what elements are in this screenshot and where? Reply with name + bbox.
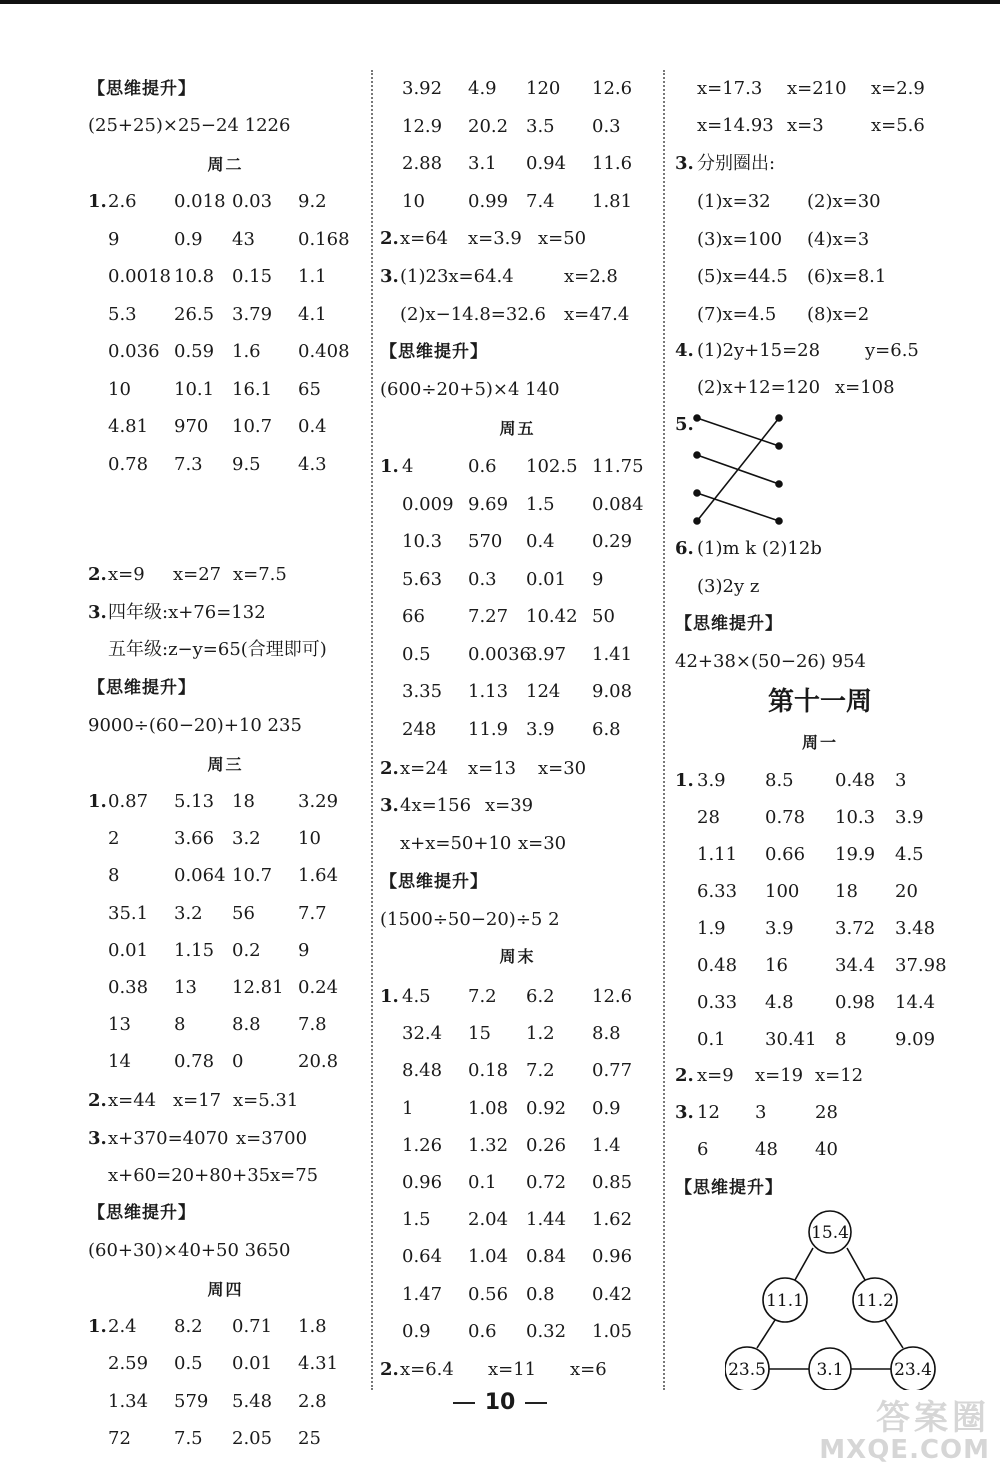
answer-cell: 2.59 [108,1353,149,1375]
answer-cell: 1.47 [402,1283,443,1305]
answer-cell: 0.84 [526,1246,567,1268]
answer-cell: (2)x=30 [807,191,881,212]
value-bottom-left: 23.5 [728,1360,766,1380]
answer-cell: 0.4 [298,416,327,437]
thinking-heading: 【思维提升】 [380,342,488,362]
question-number: 1. [380,456,399,477]
answer-cell: 10.7 [232,416,273,437]
answer-cell: 1.08 [468,1097,509,1119]
endpoint-dot [776,481,782,487]
answer-cell: 2 [108,828,120,850]
answer-cell: 0.96 [592,1246,633,1268]
answer-cell: 50 [592,606,615,627]
answer-cell: 0.009 [402,493,454,515]
answer-cell: 0.8 [526,1283,555,1305]
answer-cell: 0.96 [402,1172,443,1193]
answer-cell: 1.64 [298,865,339,887]
answer-cell: 25 [298,1427,321,1449]
answer-cell: 4.5 [402,986,431,1007]
answer-cell: 0.5 [174,1353,203,1375]
answer-cell: 0.42 [592,1283,633,1305]
question-number: 1. [88,791,107,812]
answer-cell: 4.3 [298,453,327,475]
question-number: 1. [380,986,399,1007]
answer-cell: 0.56 [468,1283,509,1305]
question-number: 1. [675,770,694,791]
answer-cell: 0.78 [765,807,806,828]
answer-cell: 0.9 [402,1320,431,1342]
answer-cell: 14.4 [895,992,936,1013]
answer-cell: 0.064 [174,865,226,887]
answer-cell: 3.9 [697,770,726,791]
answer-cell: 0.0036 [468,643,531,665]
answer-cell: 3.72 [835,918,876,939]
answer-cell: 10.3 [835,807,876,828]
answer-cell: 3.79 [232,303,273,325]
answer-cell: 0.15 [232,266,273,287]
answer-cell: 9 [298,939,310,961]
answer-cell: 102.5 [526,456,578,477]
answer-cell: (1)x=32 [697,191,771,212]
endpoint-dot [776,415,782,421]
answer-cell: 6.33 [697,881,738,902]
answer-cell: 0.32 [526,1320,567,1342]
answer-cell: 8 [174,1014,186,1036]
matching-line [697,418,779,446]
answer-cell: 10.7 [232,865,273,887]
answer-cell: 20 [895,881,918,902]
answer-cell: 72 [108,1427,131,1449]
answer-cell: 43 [232,228,255,250]
endpoint-dot [776,443,782,449]
answer-cell: (3)x=100 [697,228,783,250]
answer-cell: 3.97 [526,643,567,665]
answer-cell: 4.5 [895,844,924,865]
answer-cell: 2.6 [108,191,137,212]
answer-cell: 3 [895,770,907,791]
answer-cell: 4.31 [298,1353,339,1375]
answer-cell: 3.5 [526,115,555,137]
thinking-heading: 【思维提升】 [88,678,196,698]
answer-cell: 1.05 [592,1320,633,1342]
answer-cell: 0.48 [835,770,876,791]
thinking-heading: 【思维提升】 [88,79,196,99]
answer-cell: 10.8 [174,266,215,287]
answer-cell: 0.78 [174,1051,215,1073]
answer-cell: 66 [402,606,425,627]
answer-cell: 0.168 [298,228,350,250]
answer-cell: 0 [232,1051,244,1073]
answer-cell: (7)x=4.5 [697,303,777,325]
answer-cell: 970 [174,416,209,437]
answer-cell: 5.48 [232,1390,273,1412]
answer-cell: 10.1 [174,378,215,400]
day-title-weekend: 周末 [499,947,536,966]
answer-cell: (6)x=8.1 [807,266,887,287]
answer-cell: 2.8 [298,1390,327,1412]
thinking-heading: 【思维提升】 [88,1203,196,1223]
answer-cell: 0.99 [468,190,509,212]
answer-column-2: 3.92 4.9 120 12.6 12.9 20.2 3.5 0.3 2.88 3.1 0.94 11.6 10 0.99 7.4 1.81 2. x=64 x=3.9 x=50 3. (1)23x=64.4 x=2.8 (2)x−14.8=32.6 x=47.4 【思维提升】 (600÷20+5)×4 140 周五 1. 4 0.6 102.5 11.75 0.009 9.69 1.5 0.084 10.3 570 0.4 0.29 5.63 0.3 0.01 9 66 7.27 10.42 50 0.5 0.0036 3.97 1.41 3.35 1.13 124 9.08 248 11.9 3.9 6.8 2. x=24 x=13 x=30 3. 4x=156 x=39 x+x=50+10 x=30 【思维提升】 (1500÷50−20)÷5 2 周末 1. 4.5 7.2 6.2 12.6 32.4 15 1.2 8.8 8.48 0.18 7.2 0.77 1 1.08 0.92 0.9 1.26 1.32 0.26 1.4 0.96 0.1 0.72 0.85 1.5 2.04 1.44 1.62 0.64 1.04 0.84 0.96 1.47 0.56 0.8 0.42 0.9 0.6 0.32 1.05 2. x=6.4 x=11 x=6 [380,70,655,1390]
watermark: 答案圈 MXQE.COM [819,1398,990,1465]
answer-cell: 0.18 [468,1060,509,1082]
answer-cell: 56 [232,902,255,924]
answer-cell: 1.81 [592,190,633,212]
answer-cell: 37.98 [895,955,947,976]
answer-cell: 10 [402,190,425,212]
answer-cell: 1.4 [592,1134,621,1156]
answer-cell: 0.084 [592,493,644,515]
answer-cell: 120 [526,78,561,99]
answer-cell: 0.66 [765,844,806,865]
answer-cell: 0.59 [174,341,215,362]
answer-cell: 19.9 [835,844,876,865]
answer-cell: 2.88 [402,153,443,174]
value-bottom-mid: 3.1 [816,1360,844,1380]
answer-cell: 7.2 [468,986,497,1007]
answer-cell: 570 [468,531,503,552]
answer-cell: 7.27 [468,606,509,627]
answer-cell: 1.5 [402,1209,431,1231]
answer-cell: 0.98 [835,992,876,1013]
answer-cell: 18 [835,881,858,902]
answer-cell: 3.92 [402,78,443,99]
answer-cell: 1.32 [468,1134,509,1156]
answer-cell: 8.8 [592,1023,621,1045]
answer-cell: 0.38 [108,977,149,998]
answer-cell: 0.2 [232,939,261,961]
answer-cell: 35.1 [108,902,149,924]
answer-cell: 9 [108,228,120,250]
answer-cell: 0.77 [592,1060,633,1082]
answer-cell: 9.09 [895,1029,936,1050]
answer-cell: 0.9 [592,1097,621,1119]
answer-cell: 1.04 [468,1246,509,1268]
endpoint-dot [694,452,700,458]
answer-cell: 0.0018 [108,266,171,287]
answer-cell: 12.9 [402,115,443,137]
day-title-wednesday: 周三 [207,755,244,774]
answer-cell: 8.48 [402,1060,443,1082]
triangle-edge [847,1248,865,1280]
answer-cell: 8 [108,865,120,887]
answer-cell: 10.42 [526,606,578,627]
answer-cell: 1.11 [697,844,738,865]
top-rule [0,0,1000,4]
answer-cell: 0.87 [108,791,149,812]
answer-cell: 0.01 [526,568,567,590]
day-title-thursday: 周四 [207,1280,244,1299]
answer-cell: 7.5 [174,1427,203,1449]
answer-cell: 0.48 [697,955,738,976]
answer-cell: 8 [835,1029,847,1050]
answer-cell: 3.9 [895,807,924,828]
triangle-edge [795,1248,813,1280]
answer-cell: 0.408 [298,341,350,362]
answer-cell: 6.2 [526,986,555,1007]
value-mid-right: 11.2 [856,1291,894,1311]
answer-cell: 4.9 [468,78,497,99]
value-top: 15.4 [811,1223,849,1243]
answer-cell: 10 [298,828,321,850]
answer-cell: 11.75 [592,456,644,477]
answer-cell: 0.71 [232,1316,273,1337]
answer-cell: 124 [526,681,561,702]
answer-cell: 1.34 [108,1390,149,1412]
answer-cell: (4)x=3 [807,228,870,250]
answer-cell: 5.3 [108,303,137,325]
answer-cell: 16 [765,955,788,976]
day-title-monday: 周一 [801,733,838,752]
answer-cell: 9.69 [468,493,509,515]
answer-cell: 0.94 [526,153,567,174]
answer-cell: 7.8 [298,1014,327,1036]
answer-cell: 1.26 [402,1134,443,1156]
page-number-dash [525,1402,547,1404]
answer-cell: 16.1 [232,378,273,400]
answer-cell: 0.78 [108,453,149,475]
answer-cell: 3.66 [174,828,215,850]
column-divider [663,70,665,1390]
endpoint-dot [694,415,700,421]
answer-cell: 1.15 [174,939,215,961]
answer-cell: 3.1 [468,153,497,174]
answer-cell: 0.5 [402,643,431,665]
answer-cell: 0.018 [174,191,226,212]
answer-cell: 3.2 [232,828,261,850]
thinking-heading: 【思维提升】 [380,872,488,892]
answer-cell: 7.2 [526,1060,555,1082]
answer-cell: 0.6 [468,456,497,477]
answer-cell: 1.41 [592,643,633,665]
answer-cell: 100 [765,881,800,902]
answer-cell: 1.1 [298,266,327,287]
thinking-heading: 【思维提升】 [675,614,783,634]
thinking-heading: 【思维提升】 [675,1178,783,1198]
answer-cell: 0.1 [697,1029,726,1050]
value-bottom-right: 23.4 [894,1360,932,1380]
column-divider [371,70,373,1390]
answer-cell: 0.9 [174,228,203,250]
answer-cell: 1.13 [468,681,509,702]
answer-cell: 4.81 [108,416,149,437]
answer-cell: 4.1 [298,303,327,325]
answer-cell: 3.48 [895,918,936,939]
answer-cell: 0.26 [526,1134,567,1156]
answer-cell: 0.85 [592,1172,633,1193]
answer-cell: 0.72 [526,1172,567,1193]
answer-cell: 3.9 [765,918,794,939]
answer-cell: 26.5 [174,303,215,325]
answer-cell: 1.5 [526,493,555,515]
answer-cell: 0.03 [232,191,273,212]
answer-cell: 7.4 [526,190,555,212]
question-number: 1. [88,1316,107,1337]
answer-cell: 20.8 [298,1051,339,1073]
page-number-dash [453,1402,475,1404]
answer-cell: 3.9 [526,718,555,740]
answer-cell: 8.8 [232,1014,261,1036]
answer-cell: 5.63 [402,568,443,590]
answer-cell: 3.29 [298,791,339,812]
answer-cell: 34.4 [835,955,876,976]
answer-cell: 3.35 [402,681,443,702]
answer-cell: 12.6 [592,986,633,1007]
answer-cell: 579 [174,1390,209,1412]
answer-cell: 7.3 [174,453,203,475]
answer-cell: 12.6 [592,78,633,99]
answer-cell: 0.64 [402,1246,443,1268]
answer-cell: 10.3 [402,531,443,552]
answer-cell: 65 [298,378,321,400]
answer-cell: 13 [108,1014,131,1036]
day-title-friday: 周五 [499,419,536,438]
answer-cell: 28 [697,807,720,828]
answer-cell: 1.9 [697,918,726,939]
answer-cell: 1.44 [526,1209,567,1231]
triangle-edge [757,1320,775,1348]
answer-cell: 14 [108,1051,131,1073]
answer-cell: 0.3 [468,568,497,590]
answer-cell: 10 [108,378,131,400]
answer-cell: 2.05 [232,1427,273,1449]
answer-cell: 0.01 [108,939,149,961]
answer-cell: 11.6 [592,153,633,174]
answer-cell: 4 [402,456,414,477]
week-title: 第十一周 [767,687,872,717]
answer-cell: 9.5 [232,453,261,475]
answer-cell: 1 [402,1097,414,1119]
day-title-tuesday: 周二 [207,155,244,174]
answer-cell: 15 [468,1023,491,1045]
answer-cell: 8.2 [174,1316,203,1337]
value-mid-left: 11.1 [766,1291,804,1311]
triangle-edge [885,1320,903,1348]
answer-cell: 18 [232,791,255,812]
answer-cell: 0.29 [592,531,633,552]
number-triangle-diagram [725,1210,965,1390]
answer-cell: 0.3 [592,115,621,137]
answer-cell: 32.4 [402,1023,443,1045]
answer-cell: 5.13 [174,791,215,812]
answer-cell: 6.8 [592,718,621,740]
answer-column-1: 【思维提升】 (25+25)×25−24 1226 周二 1. 2.6 0.018 0.03 9.2 9 0.9 43 0.168 0.0018 10.8 0.15 1.1 5.3 26.5 3.79 4.1 0.036 0.59 1.6 0.408 10 10.1 16.1 65 4.81 970 10.7 0.4 0.78 7.3 9.5 4.3 2. x=9 x=27 x=7.5 3. 四年级:x+76=132 五年级:z−y=65(合理即可) 【思维提升】 9000÷(60−20)+10 235 周三 1. 0.87 5.13 18 3.29 2 3.66 3.2 10 8 0.064 10.7 1.64 35.1 3.2 56 7.7 0.01 1.15 0.2 9 0.38 13 12.81 0.24 13 8 8.8 7.8 14 0.78 0 20.8 2. x=44 x=17 x=5.31 3. x+370=4070 x=3700 x+60=20+80+35 x=75 【思维提升】 (60+30)×40+50 3650 周四 1. 2.4 8.2 0.71 1.8 2.59 0.5 0.01 4.31 1.34 579 5.48 2.8 72 7.5 2.05 25 [88,70,363,1390]
endpoint-dot [694,490,700,496]
answer-cell: 8.5 [765,770,794,791]
answer-cell: 0.92 [526,1097,567,1119]
matching-line [697,493,779,521]
answer-cell: 12.81 [232,977,284,998]
answer-cell: 4.8 [765,992,794,1013]
answer-cell: (8)x=2 [807,303,870,325]
answer-cell: 0.6 [468,1320,497,1342]
answer-cell: 0.24 [298,977,339,998]
answer-cell: 0.01 [232,1353,273,1375]
answer-cell: 1.62 [592,1209,633,1231]
answer-cell: (5)x=44.5 [697,266,788,287]
answer-cell: 0.1 [468,1172,497,1193]
answer-cell: 9.08 [592,681,633,702]
answer-cell: 20.2 [468,115,509,137]
answer-cell: 9 [592,568,604,590]
answer-cell: 3.2 [174,902,203,924]
answer-column-3: x=17.3 x=210 x=2.9 x=14.93 x=3 x=5.6 3. 分别圈出: (1)x=32 (2)x=30 (3)x=100 (4)x=3 (5)x=44.5 (6)x=8.1 (7)x=4.5 (8)x=2 4. (1)2y+15=28 y=6.5 (2)x+12=120 x=108 5. 6. (1)m k (2)12b (3)2y z 【思维提升】 42+38×(50−26) 954 第十一周 周一 1. 3.9 8.5 0.48 3 28 0.78 10.3 3.9 1.11 0.66 19.9 4.5 6.33 100 18 20 1.9 3.9 3.72 3.48 0.48 16 34.4 37.98 0.33 4.8 0.98 14.4 0.1 30.41 8 9.09 2. x=9 x=19 x=12 3. 12 3 28 6 48 40 【思维提升】 15.4 11.1 11.2 23.5 3.1 23.4 [675,70,965,1390]
page-number: 10 [0,1390,1000,1415]
answer-cell: 2.04 [468,1209,509,1231]
answer-cell: 1.2 [526,1023,555,1045]
answer-cell: 0.4 [526,531,555,552]
answer-cell: 7.7 [298,902,327,924]
matching-line [697,418,779,521]
answer-cell: 248 [402,718,437,740]
answer-cell: 2.4 [108,1316,137,1337]
answer-cell: 1.6 [232,341,261,362]
endpoint-dot [694,518,700,524]
answer-cell: 11.9 [468,718,509,740]
answer-cell: 13 [174,977,197,998]
answer-cell: 0.036 [108,341,160,362]
endpoint-dot [776,518,782,524]
answer-cell: 30.41 [765,1029,817,1050]
answer-cell: 1.8 [298,1316,327,1337]
question-number: 1. [88,191,107,212]
line-matching-diagram [685,410,795,530]
answer-cell: 9.2 [298,191,327,212]
answer-cell: 0.33 [697,992,738,1013]
